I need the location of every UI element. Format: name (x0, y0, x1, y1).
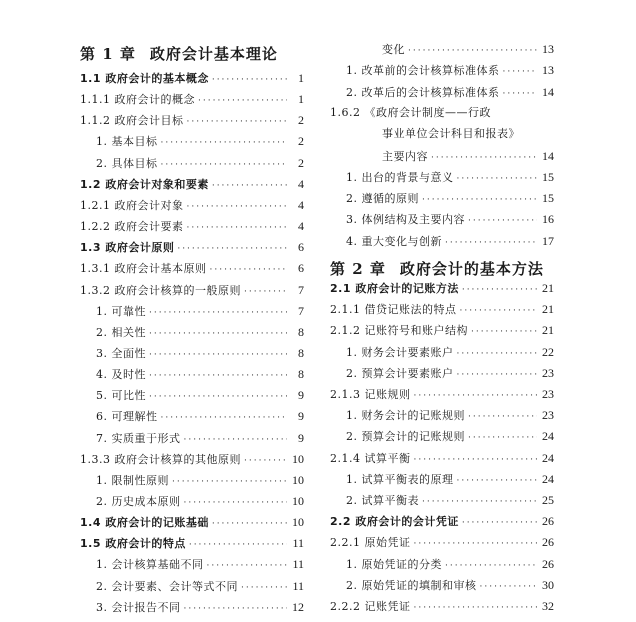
toc-entry-label: 1.1 政府会计的基本概念 (80, 72, 209, 85)
toc-entry-page: 1 (298, 92, 304, 107)
toc-entry-label: 1. 财务会计要素账户 (346, 345, 454, 359)
toc-entry-page: 13 (542, 42, 554, 56)
toc-entry-page: 17 (542, 233, 554, 248)
leader-dots (198, 94, 287, 108)
toc-entry (330, 557, 554, 573)
toc-entry-label: 2. 相关性 (96, 325, 146, 339)
toc-entry-page: 10 (292, 515, 304, 530)
leader-dots (189, 538, 287, 552)
toc-entry-page: 32 (542, 599, 554, 613)
leader-dots (460, 304, 538, 318)
toc-entry (330, 514, 554, 530)
toc-entry-label: 2. 具体目标 (96, 156, 158, 170)
toc-entry-page: 4 (298, 219, 304, 234)
toc-entry-label: 1.3 政府会计原则 (80, 241, 175, 255)
toc-entry (330, 170, 554, 186)
toc-entry-label: 1.4 政府会计的记账基础 (80, 516, 209, 530)
toc-entry-label: 2. 预算会计的记账规则 (346, 430, 465, 444)
leader-dots (457, 172, 538, 186)
toc-entry-label: 4. 及时性 (96, 368, 146, 382)
toc-entry-page: 6 (298, 261, 304, 276)
toc-entry (330, 106, 554, 120)
leader-dots (161, 158, 288, 172)
toc-entry-page: 15 (542, 169, 554, 184)
leader-dots (457, 368, 538, 382)
toc-entry-page: 23 (542, 387, 554, 401)
chapter-2-heading (330, 258, 544, 279)
toc-entry (330, 366, 554, 382)
toc-entry-page: 4 (298, 176, 304, 191)
toc-entry (80, 452, 304, 468)
toc-entry-label: 变化 (382, 43, 405, 56)
toc-entry (330, 212, 554, 228)
toc-entry-label: 2. 历史成本原则 (96, 495, 181, 508)
leader-dots (431, 151, 537, 165)
toc-entry (330, 408, 554, 424)
toc-entry-page: 21 (542, 302, 554, 317)
toc-entry-page: 22 (542, 344, 554, 359)
toc-entry (330, 281, 554, 297)
toc-entry-label: 2.2.1 原始凭证 (330, 536, 411, 550)
toc-entry (330, 578, 554, 594)
leader-dots (462, 283, 537, 297)
toc-entry-page: 9 (298, 430, 304, 445)
leader-dots (244, 285, 287, 299)
toc-entry-page: 25 (542, 493, 554, 507)
leader-dots (149, 369, 287, 383)
toc-entry (330, 302, 554, 318)
toc-entry-label: 1. 财务会计的记账规则 (346, 409, 465, 423)
toc-entry-page: 26 (542, 535, 554, 550)
toc-entry (330, 451, 554, 467)
leader-dots (212, 73, 287, 87)
toc-entry-page: 16 (542, 212, 554, 227)
toc-entry-label: 3. 体例结构及主要内容 (346, 213, 465, 227)
toc-entry (330, 599, 554, 615)
toc-entry (330, 85, 554, 101)
toc-entry-page: 11 (292, 536, 304, 551)
toc-entry-page: 12 (292, 599, 304, 614)
toc-entry (80, 219, 304, 235)
toc-entry-page: 10 (292, 494, 304, 508)
toc-entry (330, 191, 554, 207)
toc-entry-label: 2. 原始凭证的填制和审核 (346, 578, 477, 592)
toc-entry (330, 323, 554, 339)
toc-entry-label: 2.1.2 记账符号和账户结构 (330, 324, 468, 338)
toc-entry-label: 1.2 政府会计对象和要素 (80, 177, 209, 191)
toc-entry-page: 26 (542, 514, 554, 529)
chapter-title: 政府会计的基本方法 (399, 260, 544, 278)
toc-entry-label: 2. 会计要素、会计等式不同 (96, 579, 238, 593)
toc-entry (330, 127, 554, 141)
toc-entry (80, 557, 304, 573)
toc-entry (80, 261, 304, 277)
toc-entry-label: 1. 出台的背景与意义 (346, 170, 454, 184)
leader-dots (244, 454, 287, 468)
leader-dots (480, 580, 538, 594)
toc-entry (330, 149, 554, 165)
leader-dots (471, 325, 537, 339)
toc-entry (80, 304, 304, 320)
toc-entry (80, 177, 304, 193)
leader-dots (212, 179, 287, 193)
toc-entry-page: 24 (542, 471, 554, 486)
toc-entry-label: 1.1.2 政府会计目标 (80, 114, 184, 128)
toc-entry (80, 71, 304, 87)
toc-entry-page: 8 (298, 324, 304, 339)
leader-dots (187, 221, 288, 235)
toc-entry-page: 15 (542, 191, 554, 206)
toc-entry (80, 600, 304, 616)
toc-entry-label: 1.6.2 《政府会计制度——行政 (330, 105, 491, 119)
toc-entry-label: 2.2 政府会计的会计凭证 (330, 515, 459, 529)
toc-entry (330, 345, 554, 361)
chapter-1-heading (80, 43, 278, 64)
leader-dots (457, 474, 538, 488)
toc-entry-page: 14 (542, 148, 554, 163)
toc-entry-page: 23 (542, 365, 554, 380)
toc-entry-label: 事业单位会计科目和报表》 (382, 127, 520, 141)
toc-entry (80, 515, 304, 531)
toc-entry-label: 4. 重大变化与创新 (346, 234, 442, 248)
toc-entry (80, 283, 304, 299)
leader-dots (149, 327, 287, 341)
toc-entry-page: 24 (542, 429, 554, 444)
leader-dots (187, 200, 288, 214)
toc-entry (330, 493, 554, 509)
toc-entry-label: 1. 可靠性 (96, 304, 146, 318)
leader-dots (187, 115, 288, 129)
toc-entry (330, 387, 554, 403)
toc-entry-label: 1. 限制性原则 (96, 473, 169, 487)
leader-dots (468, 410, 537, 424)
toc-entry-label: 2.1 政府会计的记账方法 (330, 282, 459, 295)
leader-dots (184, 496, 288, 510)
toc-entry-label: 1.2.1 政府会计对象 (80, 198, 184, 212)
toc-entry-page: 4 (298, 197, 304, 212)
chapter-number: 第 2 章 (330, 260, 386, 278)
toc-entry-page: 10 (292, 451, 304, 466)
toc-entry-page: 2 (298, 113, 304, 128)
leader-dots (161, 411, 288, 425)
toc-entry (330, 535, 554, 551)
toc-entry-page: 10 (292, 472, 304, 487)
toc-entry-page: 14 (542, 84, 554, 99)
toc-entry-page: 1 (298, 71, 304, 85)
leader-dots (462, 516, 537, 530)
toc-entry-page: 2 (298, 134, 304, 149)
chapter-number: 第 1 章 (80, 45, 136, 63)
leader-dots (503, 87, 538, 101)
toc-entry (80, 409, 304, 425)
toc-entry (80, 579, 304, 595)
toc-entry (80, 431, 304, 447)
leader-dots (207, 559, 288, 573)
toc-entry-label: 3. 全面性 (96, 346, 146, 360)
toc-entry-page: 24 (542, 450, 554, 465)
leader-dots (212, 517, 287, 531)
leader-dots (457, 347, 538, 361)
leader-dots (445, 236, 537, 250)
toc-entry-page: 26 (542, 556, 554, 571)
toc-entry-page: 2 (298, 155, 304, 170)
leader-dots (184, 602, 288, 616)
toc-entry-page: 8 (298, 345, 304, 360)
toc-entry-page: 8 (298, 367, 304, 382)
leader-dots (468, 214, 537, 228)
toc-entry (80, 494, 304, 510)
toc-entry-label: 1. 会计核算基础不同 (96, 558, 204, 572)
toc-entry (80, 113, 304, 129)
toc-entry-label: 2. 改革后的会计核算标准体系 (346, 85, 500, 99)
toc-entry-page: 9 (298, 388, 304, 403)
leader-dots (172, 475, 287, 489)
leader-dots (210, 263, 288, 277)
toc-entry (80, 367, 304, 383)
toc-entry-label: 1. 原始凭证的分类 (346, 557, 442, 571)
toc-entry-label: 1.3.2 政府会计核算的一般原则 (80, 283, 241, 297)
toc-entry-label: 6. 可理解性 (96, 410, 158, 424)
toc-entry (80, 346, 304, 362)
toc-entry-label: 2.2.2 记账凭证 (330, 600, 411, 613)
toc-entry (330, 63, 554, 79)
toc-entry-label: 2.1.4 试算平衡 (330, 451, 411, 465)
leader-dots (445, 559, 537, 573)
leader-dots (241, 581, 287, 595)
toc-entry (80, 156, 304, 172)
toc-entry-label: 2. 试算平衡表 (346, 494, 419, 507)
toc-entry (330, 42, 554, 58)
toc-entry-label: 1.3.3 政府会计核算的其他原则 (80, 452, 241, 466)
leader-dots (414, 389, 538, 403)
toc-entry-label: 主要内容 (382, 149, 428, 163)
toc-entry-page: 23 (542, 408, 554, 423)
toc-entry (80, 388, 304, 404)
leader-dots (177, 242, 287, 256)
leader-dots (422, 495, 537, 509)
toc-entry-label: 3. 会计报告不同 (96, 600, 181, 614)
toc-entry-label: 2.1.3 记账规则 (330, 388, 411, 401)
leader-dots (149, 306, 287, 320)
toc-entry-page: 11 (292, 578, 304, 593)
toc-entry-label: 1. 试算平衡表的原理 (346, 472, 454, 486)
leader-dots (408, 44, 537, 58)
leader-dots (149, 390, 287, 404)
toc-entry-label: 5. 可比性 (96, 389, 146, 403)
chapter-title: 政府会计基本理论 (149, 45, 278, 63)
toc-entry-page: 7 (298, 282, 304, 297)
toc-entry-page: 11 (292, 557, 304, 572)
toc-entry (80, 240, 304, 256)
leader-dots (184, 433, 288, 447)
toc-entry-label: 1.2.2 政府会计要素 (80, 220, 184, 234)
toc-entry-label: 1. 基本目标 (96, 135, 158, 149)
toc-entry-label: 7. 实质重于形式 (96, 431, 181, 445)
toc-entry-page: 30 (542, 577, 554, 592)
toc-entry (80, 536, 304, 552)
toc-entry (330, 472, 554, 488)
leader-dots (422, 193, 537, 207)
leader-dots (503, 65, 538, 79)
leader-dots (414, 453, 538, 467)
leader-dots (414, 601, 538, 615)
toc-entry-page: 9 (298, 409, 304, 424)
toc-entry-label: 1.5 政府会计的特点 (80, 537, 186, 551)
toc-entry-page: 13 (542, 63, 554, 78)
toc-entry (330, 429, 554, 445)
toc-entry (80, 92, 304, 108)
toc-entry (80, 473, 304, 489)
toc-entry-label: 1.1.1 政府会计的概念 (80, 93, 195, 107)
toc-entry-label: 2. 预算会计要素账户 (346, 366, 454, 380)
toc-entry (330, 234, 554, 250)
toc-entry-page: 6 (298, 240, 304, 255)
toc-entry-page: 21 (542, 281, 554, 295)
toc-entry (80, 325, 304, 341)
toc-entry-label: 2. 遵循的原则 (346, 192, 419, 206)
toc-entry-label: 2.1.1 借贷记账法的特点 (330, 303, 457, 317)
toc-entry (80, 134, 304, 150)
leader-dots (161, 136, 288, 150)
leader-dots (149, 348, 287, 362)
toc-entry-label: 1. 改革前的会计核算标准体系 (346, 64, 500, 78)
leader-dots (414, 537, 538, 551)
leader-dots (468, 431, 537, 445)
toc-entry (80, 198, 304, 214)
toc-entry-page: 21 (542, 323, 554, 338)
toc-entry-page: 7 (298, 303, 304, 318)
toc-entry-label: 1.3.1 政府会计基本原则 (80, 262, 207, 276)
